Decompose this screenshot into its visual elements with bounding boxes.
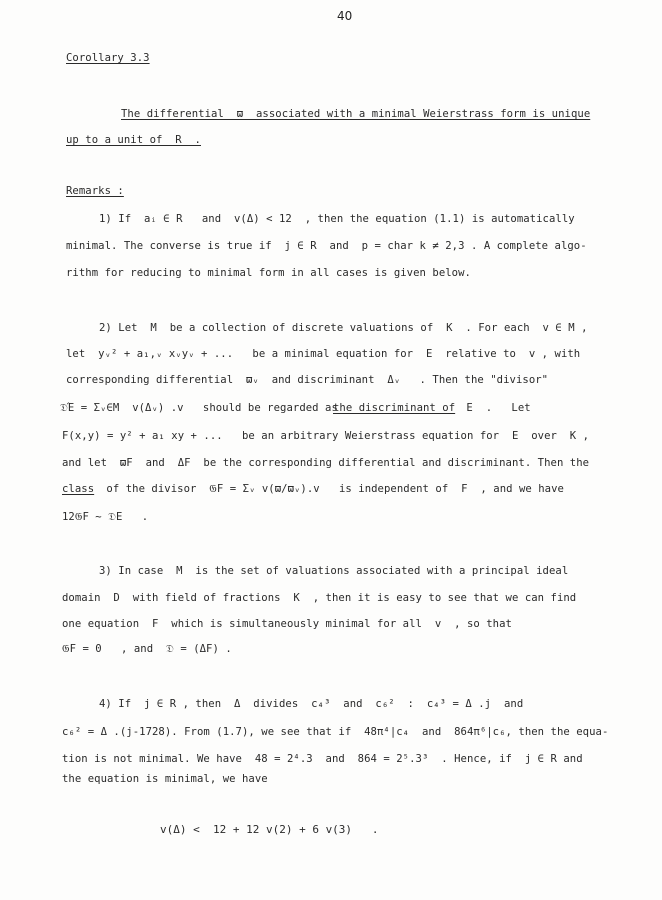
corollary-heading: Corollary 3.3 <box>66 52 150 64</box>
remark-4-line-1: 4) If j ∈ R , then Δ divides c₄³ and c₆² : c₄³ = Δ .j and <box>99 698 524 710</box>
remark-2-line-7: of the divisor 𝔊F = Σᵥ v(ϖ/ϖᵥ).v is independent of F , and we have <box>100 483 564 495</box>
corollary-line-2: up to a unit of R . <box>66 134 201 146</box>
remarks-heading: Remarks : <box>66 185 124 197</box>
remark-4-line-3: tion is not minimal. We have 48 = 2⁴.3 and 864 = 2⁵.3³ . Hence, if j ∈ R and <box>62 753 583 765</box>
corollary-line-1: The differential ϖ associated with a minimal Weierstrass form is unique <box>121 108 591 120</box>
remark-2-line-4a: 𝔇Έ = Σᵥ∈M v(Δᵥ) .v should be regarded as <box>60 402 338 414</box>
remark-4-line-4: the equation is minimal, we have <box>62 773 268 785</box>
remark-1-line-1: 1) If aᵢ ∈ R and v(Δ) < 12 , then the equation (1.1) is automatically <box>99 213 575 225</box>
remark-2-line-6: and let ϖF and ΔF be the corresponding differential and discriminant. Then the <box>62 457 590 469</box>
remark-2-line-1: 2) Let M be a collection of discrete valuations of K . For each v ∈ M , <box>99 322 588 334</box>
display-formula: v(Δ) < 12 + 12 v(2) + 6 v(3) . <box>160 823 379 836</box>
remark-1-line-2: minimal. The converse is true if j ∈ R and p = char k ≠ 2,3 . A complete algo- <box>66 240 587 252</box>
remark-2-line-4-underlined: the discriminant of <box>333 402 456 414</box>
remark-3-line-1: 3) In case M is the set of valuations associated with a principal ideal <box>99 565 569 577</box>
remark-4-line-2: c₆² = Δ .(j-1728). From (1.7), we see that if 48π⁴|c₄ and 864π⁶|c₆, then the equa- <box>62 726 609 738</box>
remark-2-line-3: corresponding differential ϖᵥ and discriminant Δᵥ . Then the "divisor" <box>66 374 549 386</box>
remark-2-line-7-underlined: class <box>62 483 95 495</box>
remark-2-line-4b: E . Let <box>460 402 531 414</box>
remark-3-line-4: 𝔊F = 0 , and 𝔇 = (ΔF) . <box>62 643 232 655</box>
remark-3-line-2: domain D with field of fractions K , then it is easy to see that we can find <box>62 592 577 604</box>
remark-2-line-2: let yᵥ² + a₁,ᵥ xᵥyᵥ + ... be a minimal equation for E relative to v , with <box>66 348 581 360</box>
remark-2-line-8: 12𝔊F ~ 𝔇E . <box>62 511 149 523</box>
remark-2-line-5: F(x,y) = y² + a₁ xy + ... be an arbitrary Weierstrass equation for E over K , <box>62 430 590 442</box>
remark-1-line-3: rithm for reducing to minimal form in all cases is given below. <box>66 267 471 279</box>
page-number: 40 <box>337 9 353 23</box>
remark-3-line-3: one equation F which is simultaneously minimal for all v , so that <box>62 618 512 630</box>
